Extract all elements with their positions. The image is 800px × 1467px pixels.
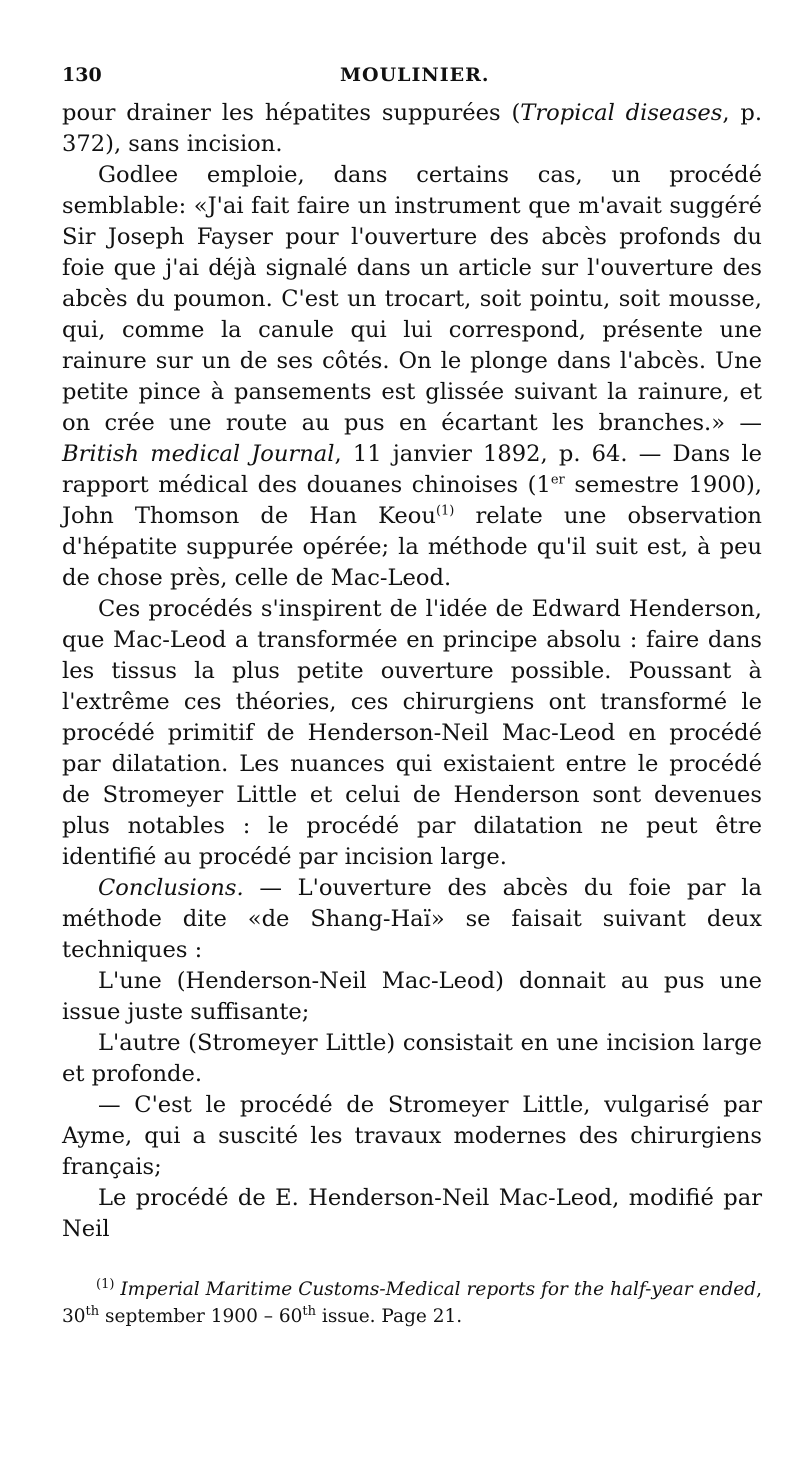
ordinal-suffix: th — [85, 1303, 100, 1319]
paragraph-2-continuation: semestre 1900), John Thomson de Han Keou — [62, 472, 762, 529]
paragraph-1-text: pour drainer les hépatites suppurées ( — [62, 100, 521, 126]
paragraph-5: L'une (Henderson-Neil Mac-Leod) donnait au pus une issue juste suffisante; — [62, 968, 762, 1025]
footnote-date: , 30 — [62, 1279, 762, 1327]
paragraph-2-citation: , 11 janvier 1892, p. 64. — Dans le rapport médical des douanes chinoises (1 — [62, 441, 762, 498]
paragraph-2 — [62, 160, 762, 594]
ordinal-suffix: th — [302, 1303, 317, 1319]
paragraph-4-text: — L'ouverture des abcès du foie par la méthode dite «de Shang-Haï» se faisait suivant deux techniques : — [62, 875, 762, 963]
body-text — [62, 98, 762, 1245]
paragraph-7: — C'est le procédé de Stromeyer Little, vulgarisé par Ayme, qui a suscité les travaux modernes des chirurgiens français; — [62, 1092, 762, 1180]
page-number: 130 — [62, 64, 102, 86]
paragraph-1 — [62, 98, 762, 160]
footnotes — [62, 1276, 762, 1330]
report-title: Imperial Maritime Customs-Medical reports for the half-year ended — [120, 1279, 757, 1300]
paragraph-2-text: Godlee emploie, dans certains cas, un procédé semblable: «J'ai fait faire un instrument que m'avait suggéré Sir Joseph Fayser pour l'ouverture des abcès profonds du foie que j'ai déjà signalé dans un article sur l'ouverture des abcès du poumon. C'est un trocart, soit pointu, soit mousse, qui, comme la canule qui lui correspond, présente une rainure sur un de ses côtés. On le plonge dans l'abcès. Une petite pince à pansements est glissée suivant la rainure, et on crée une route au pus en écartant les branches.» — — [62, 162, 762, 436]
paragraph-8: Le procédé de E. Henderson-Neil Mac-Leod, modifié par Neil — [62, 1185, 762, 1242]
paragraph-6: L'autre (Stromeyer Little) consistait en une incision large et profonde. — [62, 1030, 762, 1087]
book-title: Tropical diseases — [520, 100, 723, 126]
footnote-issue: september 1900 – 60 — [99, 1306, 303, 1327]
conclusions-label: Conclusions. — [98, 875, 244, 901]
page-header — [62, 58, 762, 92]
footnote-marker: (1) — [96, 1276, 115, 1292]
footnote-page: issue. Page 21. — [316, 1306, 463, 1327]
paragraph-3: Ces procédés s'inspirent de l'idée de Edward Henderson, que Mac-Leod a transformée en principe absolu : faire dans les tissus la plus petite ouverture possible. Poussant à l'extrême ces théories, ces chirurgiens ont transformé le procédé primitif de Henderson-Neil Mac-Leod en procédé par dilatation. Les nuances qui existaient entre le procédé de Stromeyer Little et celui de Henderson sont devenues plus notables : le procédé par dilatation ne peut être identifié au procédé par incision large. — [62, 596, 762, 870]
ordinal-suffix: er — [550, 472, 565, 488]
paragraph-4 — [62, 873, 762, 966]
footnote-1 — [62, 1276, 762, 1330]
footnote-reference[interactable]: (1) — [435, 503, 455, 519]
paragraph-1-tail: , p. 372), sans incision. — [62, 100, 762, 157]
journal-title: British medical Journal — [62, 441, 335, 467]
running-head: MOULINIER. — [340, 64, 490, 86]
paragraph-2-end: relate une observation d'hépatite suppurée opérée; la méthode qu'il suit est, à peu de chose près, celle de Mac-Leod. — [62, 503, 762, 591]
